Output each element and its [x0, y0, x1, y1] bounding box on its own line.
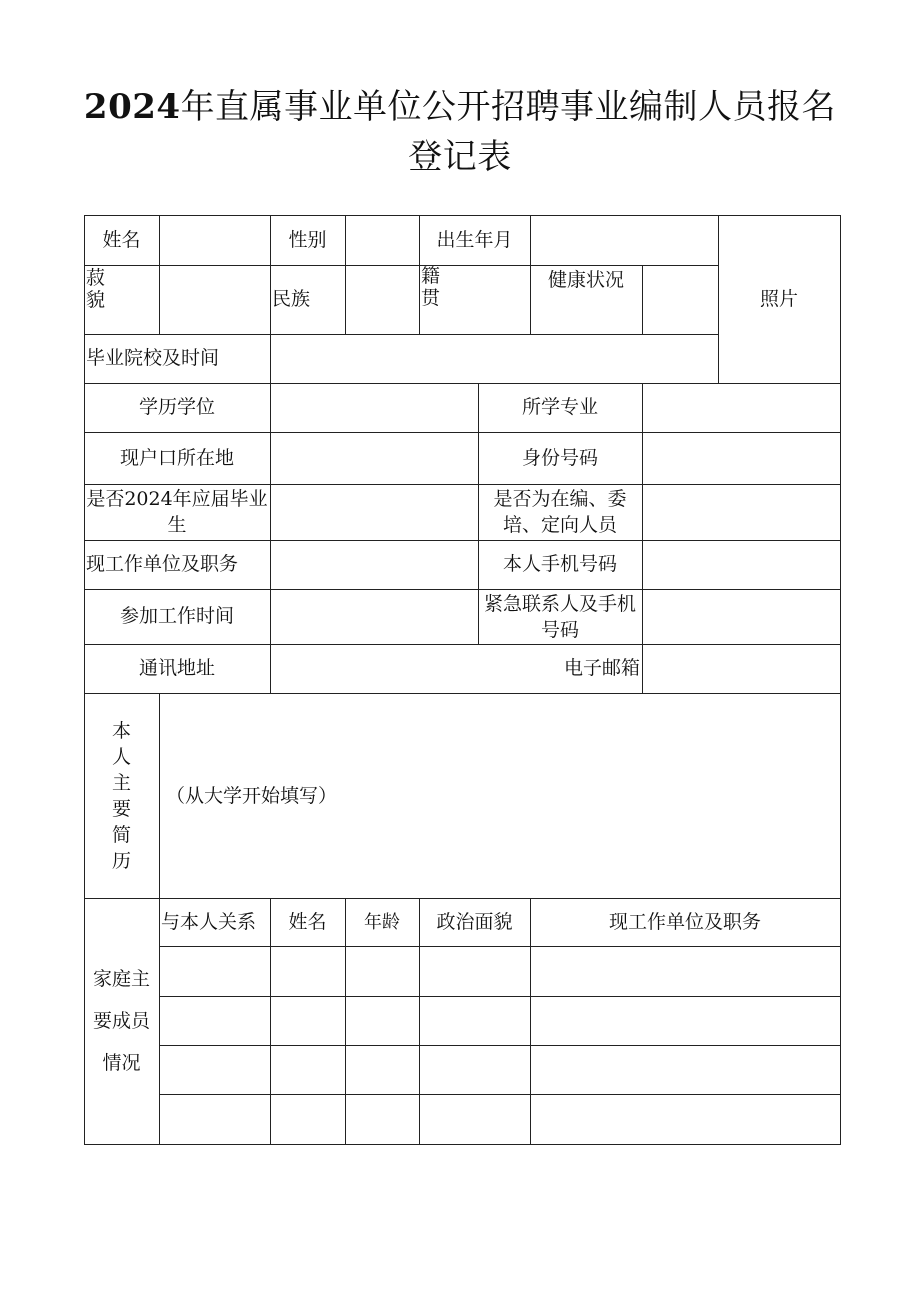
health-field[interactable]: [643, 266, 718, 334]
resume-hint: （从大学开始填写）: [166, 784, 338, 807]
family-header-relation: 与本人关系: [161, 910, 257, 933]
degree-label: 学历学位: [138, 396, 215, 418]
major-label: 所学专业: [521, 396, 598, 418]
fresh-grad-label-line-1: 是否2024年应届毕业: [86, 488, 268, 510]
title-year: 2024: [83, 87, 181, 127]
health-label: 健康状况: [547, 269, 624, 291]
native-place-field[interactable]: [459, 266, 530, 334]
family-label: [84, 898, 159, 1144]
degree-field[interactable]: [271, 384, 478, 432]
family-header-age: 年龄: [364, 911, 400, 933]
resume-label-char: 简: [111, 823, 131, 846]
emergency-label-line-1: 紧急联系人及手机: [483, 592, 636, 615]
name-field[interactable]: [160, 216, 270, 265]
native-label-char-1: 籍: [421, 265, 441, 287]
family-label-line-3: 情况: [102, 1052, 141, 1074]
emergency-contact-label: [478, 589, 642, 644]
address-field[interactable]: [271, 645, 541, 693]
id-field[interactable]: [643, 433, 840, 484]
work-time-field[interactable]: [271, 590, 478, 644]
rule-v: [840, 215, 841, 1145]
family-cell[interactable]: [531, 947, 840, 996]
major-field[interactable]: [643, 384, 840, 432]
family-cell[interactable]: [420, 997, 530, 1045]
ethnicity-field[interactable]: [346, 266, 419, 334]
resume-field[interactable]: [160, 694, 840, 898]
family-header-work-unit: 现工作单位及职务: [608, 910, 761, 933]
id-label: 身份号码: [521, 446, 598, 469]
family-cell[interactable]: [271, 1046, 345, 1094]
family-label-line-2: 要成员: [92, 1010, 150, 1032]
resume-label-char: 要: [111, 797, 131, 820]
hukou-field[interactable]: [271, 433, 478, 484]
phone-field[interactable]: [643, 541, 840, 589]
family-header-politics: 政治面貌: [436, 910, 513, 933]
resume-label-char: 主: [111, 771, 131, 794]
staff-status-label: [478, 484, 642, 540]
fresh-grad-label: [84, 484, 270, 540]
native-place-label: [419, 265, 459, 334]
gender-label: 性别: [288, 228, 327, 251]
family-cell[interactable]: [160, 1095, 270, 1144]
gender-field[interactable]: [346, 216, 419, 265]
family-cell[interactable]: [160, 1046, 270, 1094]
family-cell[interactable]: [271, 997, 345, 1045]
politics-label-char-1: 菽: [86, 267, 106, 289]
native-label-char-2: 贯: [421, 287, 441, 309]
emergency-label-line-2: 号码: [540, 618, 579, 641]
politics-field[interactable]: [160, 266, 270, 334]
form-title: [0, 82, 920, 182]
birth-field[interactable]: [531, 216, 718, 265]
resume-label-char: 人: [111, 745, 131, 768]
politics-label-char-2: 貌: [86, 289, 106, 311]
family-cell[interactable]: [271, 947, 345, 996]
staff-status-label-line-1: 是否为在编、委: [493, 488, 627, 510]
staff-status-label-line-2: 培、定向人员: [502, 514, 617, 536]
work-unit-label: 现工作单位及职务: [86, 553, 239, 575]
family-cell[interactable]: [346, 997, 419, 1045]
registration-table: [84, 215, 841, 1145]
title-line-2: 登记表: [408, 137, 512, 177]
family-cell[interactable]: [531, 997, 840, 1045]
phone-label: 本人手机号码: [502, 553, 617, 575]
photo-label: 照片: [759, 287, 798, 310]
fresh-grad-label-line-2: 生: [167, 514, 187, 536]
staff-status-field[interactable]: [643, 485, 840, 540]
school-field[interactable]: [271, 335, 718, 383]
emergency-contact-field[interactable]: [643, 590, 840, 644]
work-unit-field[interactable]: [271, 541, 478, 589]
family-cell[interactable]: [346, 1046, 419, 1094]
email-field[interactable]: [643, 645, 840, 693]
family-cell[interactable]: [346, 1095, 419, 1144]
school-label: 毕业院校及时间: [86, 347, 220, 369]
family-header-name: 姓名: [288, 910, 327, 933]
birth-label: 出生年月: [436, 228, 513, 251]
email-label: 电子邮箱: [563, 657, 640, 679]
fresh-grad-field[interactable]: [271, 485, 478, 540]
address-label: 通讯地址: [138, 657, 215, 679]
politics-label: [84, 265, 159, 334]
family-cell[interactable]: [160, 947, 270, 996]
family-label-line-1: 家庭主: [92, 968, 150, 990]
hukou-label: 现户口所在地: [119, 446, 234, 469]
family-cell[interactable]: [346, 947, 419, 996]
family-cell[interactable]: [531, 1046, 840, 1094]
name-label: 姓名: [102, 228, 141, 251]
resume-label-char: 本: [111, 719, 131, 742]
family-cell[interactable]: [420, 1046, 530, 1094]
resume-label-char: 历: [111, 849, 131, 872]
title-line-1-text: 年直属事业单位公开招聘事业编制人员报名: [180, 87, 837, 127]
family-cell[interactable]: [420, 1095, 530, 1144]
rule-h: [84, 1144, 841, 1145]
family-cell[interactable]: [531, 1095, 840, 1144]
title-line-1: [0, 82, 920, 132]
family-cell[interactable]: [271, 1095, 345, 1144]
resume-label: [84, 693, 159, 898]
work-time-label: 参加工作时间: [119, 605, 234, 627]
ethnicity-label: 民族: [272, 288, 311, 310]
family-cell[interactable]: [160, 997, 270, 1045]
family-cell[interactable]: [420, 947, 530, 996]
